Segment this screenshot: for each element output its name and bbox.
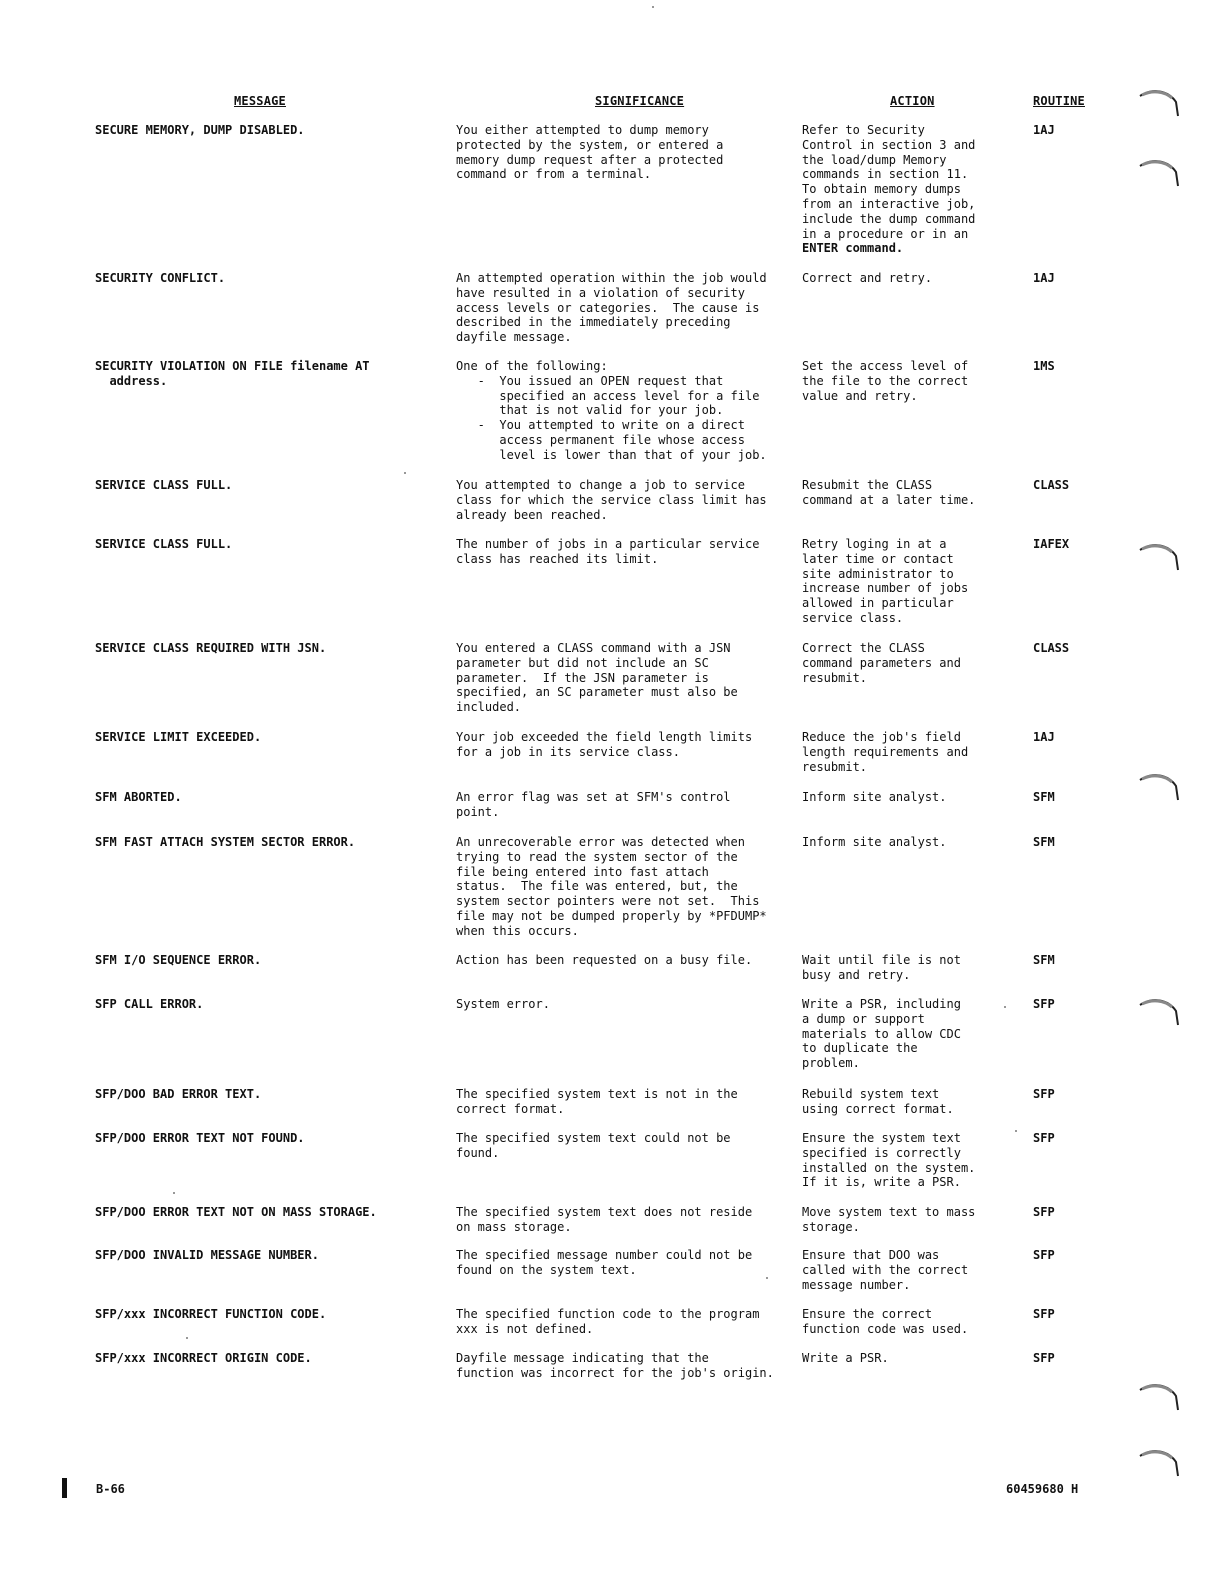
binder-hole-icon	[1138, 995, 1180, 1029]
scan-speck	[404, 472, 406, 474]
message-text: SFP/xxx INCORRECT FUNCTION CODE.	[95, 1307, 327, 1321]
significance-text: Action has been requested on a busy file.	[456, 953, 753, 967]
scan-speck	[1015, 1130, 1017, 1132]
header-significance: SIGNIFICANCE	[595, 94, 685, 108]
binder-hole-icon	[1138, 540, 1180, 574]
header-routine: ROUTINE	[1033, 94, 1085, 108]
action-text: Rebuild system text using correct format.	[802, 1087, 954, 1116]
message-text: SFP/DOO INVALID MESSAGE NUMBER.	[95, 1248, 319, 1262]
message-text: SECURE MEMORY, DUMP DISABLED.	[95, 123, 305, 137]
message-text: SFP/DOO ERROR TEXT NOT FOUND.	[95, 1131, 305, 1145]
routine-text: 1AJ	[1033, 271, 1055, 285]
significance-text: One of the following: - You issued an OPEN request that specified an access level for a file that is not valid for your job. - You attempted to write on a direct access permanent file whose access level is lower than that of your job.	[456, 359, 767, 462]
routine-text: SFP	[1033, 1351, 1055, 1365]
significance-text: An error flag was set at SFM's control point.	[456, 790, 731, 819]
action-text: Correct and retry.	[802, 271, 933, 285]
significance-text: You attempted to change a job to service class for which the service class limit has already been reached.	[456, 478, 767, 522]
scan-speck	[186, 1337, 188, 1339]
scan-speck	[652, 6, 654, 8]
significance-text: Dayfile message indicating that the function was incorrect for the job's origin.	[456, 1351, 774, 1380]
message-text: SFP CALL ERROR.	[95, 997, 204, 1011]
action-text: Retry loging in at a later time or contact site administrator to increase number of jobs allowed in particular service class.	[802, 537, 969, 625]
routine-text: SFP	[1033, 1131, 1055, 1145]
action-text: Resubmit the CLASS command at a later time.	[802, 478, 976, 507]
action-text: Correct the CLASS command parameters and resubmit.	[802, 641, 961, 685]
action-text: Inform site analyst.	[802, 835, 947, 849]
routine-text: SFP	[1033, 1248, 1055, 1262]
significance-text: You either attempted to dump memory protected by the system, or entered a memory dump request after a protected command or from a terminal.	[456, 123, 724, 182]
action-text: Inform site analyst.	[802, 790, 947, 804]
routine-text: SFM	[1033, 953, 1055, 967]
significance-text: The specified system text could not be found.	[456, 1131, 731, 1160]
significance-text: The specified system text is not in the correct format.	[456, 1087, 738, 1116]
significance-text: The specified function code to the program xxx is not defined.	[456, 1307, 760, 1336]
message-text: SECURITY VIOLATION ON FILE filename AT address.	[95, 359, 370, 388]
routine-text: SFP	[1033, 1307, 1055, 1321]
binder-hole-icon	[1138, 1446, 1180, 1480]
scan-speck	[766, 1277, 768, 1279]
significance-text: System error.	[456, 997, 550, 1011]
scan-speck	[1004, 1006, 1006, 1008]
routine-text: 1AJ	[1033, 730, 1055, 744]
message-text: SERVICE CLASS REQUIRED WITH JSN.	[95, 641, 327, 655]
significance-text: Your job exceeded the field length limits for a job in its service class.	[456, 730, 753, 759]
scan-speck	[173, 1192, 175, 1194]
routine-text: 1AJ	[1033, 123, 1055, 137]
significance-text: An unrecoverable error was detected when trying to read the system sector of the file being entered into fast attach status. The file was entered, but, the system sector pointers were not set. This file may not be dumped properly by *PFDUMP* when this occurs.	[456, 835, 767, 938]
message-text: SFM FAST ATTACH SYSTEM SECTOR ERROR.	[95, 835, 356, 849]
action-text: Ensure that DOO was called with the correct message number.	[802, 1248, 969, 1292]
binder-hole-icon	[1138, 86, 1180, 120]
routine-text: CLASS	[1033, 478, 1070, 492]
message-text: SERVICE LIMIT EXCEEDED.	[95, 730, 262, 744]
change-bar	[62, 1478, 67, 1498]
action-text: Wait until file is not busy and retry.	[802, 953, 961, 982]
message-text: SFP/DOO ERROR TEXT NOT ON MASS STORAGE.	[95, 1205, 377, 1219]
routine-text: CLASS	[1033, 641, 1070, 655]
action-text: Write a PSR, including a dump or support materials to allow CDC to duplicate the problem.	[802, 997, 961, 1071]
message-text: SFM ABORTED.	[95, 790, 182, 804]
binder-hole-icon	[1138, 156, 1180, 190]
action-text: Reduce the job's field length requirements and resubmit.	[802, 730, 969, 774]
routine-text: SFP	[1033, 1205, 1055, 1219]
significance-text: The specified message number could not be found on the system text.	[456, 1248, 753, 1277]
significance-text: An attempted operation within the job would have resulted in a violation of security access levels or categories. The cause is described in the immediately preceding dayfile message.	[456, 271, 767, 345]
message-text: SERVICE CLASS FULL.	[95, 537, 233, 551]
message-text: SFP/DOO BAD ERROR TEXT.	[95, 1087, 262, 1101]
header-action: ACTION	[890, 94, 935, 108]
significance-text: The specified system text does not reside on mass storage.	[456, 1205, 753, 1234]
action-text: Move system text to mass storage.	[802, 1205, 976, 1234]
routine-text: SFP	[1033, 1087, 1055, 1101]
document-number: 60459680 H	[1006, 1482, 1079, 1496]
significance-text: The number of jobs in a particular service class has reached its limit.	[456, 537, 760, 566]
message-text: SFP/xxx INCORRECT ORIGIN CODE.	[95, 1351, 312, 1365]
routine-text: SFM	[1033, 790, 1055, 804]
routine-text: SFP	[1033, 997, 1055, 1011]
message-text: SERVICE CLASS FULL.	[95, 478, 233, 492]
action-text: Ensure the system text specified is correctly installed on the system. If it is, write a PSR.	[802, 1131, 976, 1190]
action-text: Refer to Security Control in section 3 and the load/dump Memory commands in section 11. To obtain memory dumps from an interactive job, include the dump command in a procedure or in an ENTER command.	[802, 123, 976, 256]
routine-text: IAFEX	[1033, 537, 1070, 551]
routine-text: 1MS	[1033, 359, 1055, 373]
routine-text: SFM	[1033, 835, 1055, 849]
significance-text: You entered a CLASS command with a JSN parameter but did not include an SC parameter. If the JSN parameter is specified, an SC parameter must also be included.	[456, 641, 738, 715]
binder-hole-icon	[1138, 770, 1180, 804]
message-text: SECURITY CONFLICT.	[95, 271, 226, 285]
message-text: SFM I/O SEQUENCE ERROR.	[95, 953, 262, 967]
header-message: MESSAGE	[234, 94, 286, 108]
page-number: B-66	[96, 1482, 125, 1496]
action-text: Set the access level of the file to the correct value and retry.	[802, 359, 969, 403]
binder-hole-icon	[1138, 1380, 1180, 1414]
action-text: Ensure the correct function code was used.	[802, 1307, 969, 1336]
action-text: Write a PSR.	[802, 1351, 889, 1365]
